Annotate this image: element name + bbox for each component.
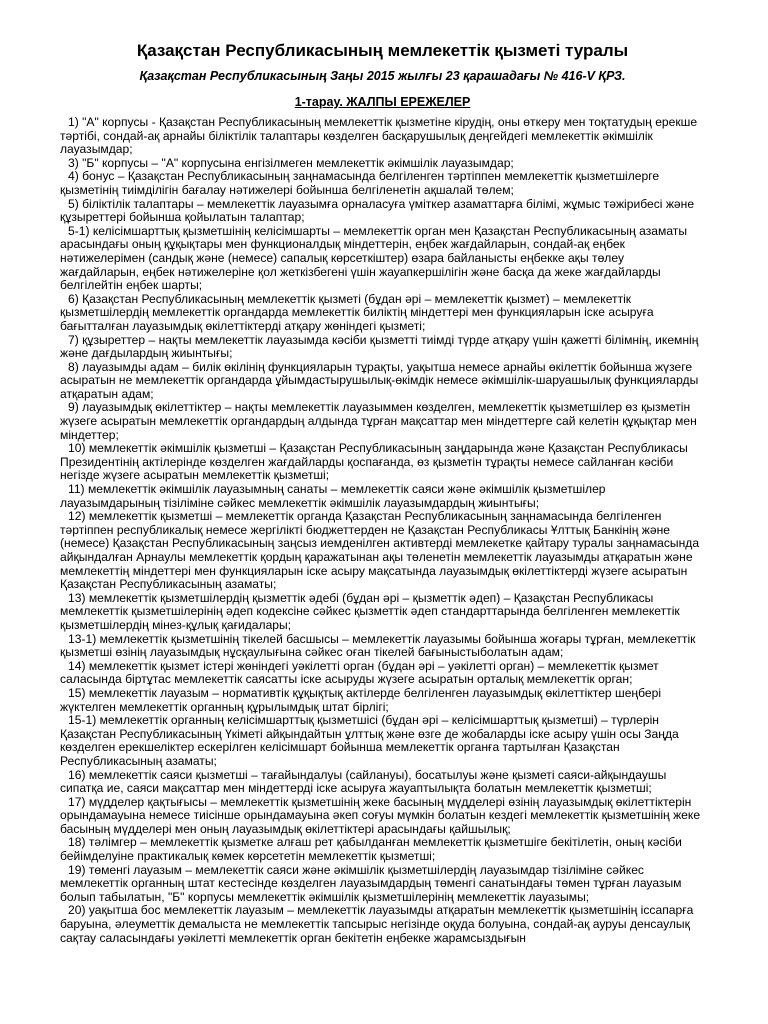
definition-item: 5) біліктілік талаптары – мемлекеттік лауазымға орналасуға үміткер азаматтарға білімі, жұмыс тәжірибесі және құзыреттері бойынша қойылатын талаптар; — [60, 196, 695, 225]
section-heading: 1-тарау. ЖАЛПЫ ЕРЕЖЕЛЕР — [294, 95, 471, 109]
definition-item: 7) құзыреттер – нақты мемлекеттік лауазымда кәсіби қызметті тиімді түрде атқару үшін қажетті білімнің, икемнің және дағдылардың жиынтығы; — [60, 332, 699, 361]
definition-item: 11) мемлекеттік әкімшілік лауазымның санаты – мемлекеттік саяси және әкімшілік қызметшілер лауазымдарының тізіліміне сәйкес мемлекеттік әкімшілік лауазымдардың жиынтығы; — [60, 482, 606, 510]
definition-item: 18) тәлімгер – мемлекеттік қызметке алғаш рет қабылданған мемлекеттік қызметшіге бекітілетін, оның кәсіби бейімделуіне практикалық көмек көрсететін мемлекеттік қызметші; — [60, 835, 682, 864]
definition-item: 3) "Б" корпусы – "А" корпусына енгізілмеген мемлекеттік әкімшілік лауазымдар; — [68, 155, 514, 170]
definition-item: 6) Қазақстан Республикасының мемлекеттік қызметі (бұдан әрі – мемлекеттік қызмет) – мемлекеттік қызметшілердің мемлекеттік органдарда мемлекеттік биліктің міндеттері мен функцияларын іске асыруға бағытталған лауазымдық өкілеттіктерді атқару жөніндегі қызметі; — [60, 291, 654, 333]
document-subtitle: Қазақстан Республикасының Заңы 2015 жылғы 23 қарашадағы № 416-V ҚРЗ. — [139, 69, 626, 83]
definition-item: 15-1) мемлекеттік органның келісімшарттық қызметшісі (бұдан әрі – келісімшарттық қызметші) – түрлерін Қазақстан Республикасының Үкіметі айқындайтын ұлттық және өзге де жобаларды іске асыру үшін осы Заңда көзделген ерекшеліктер ескерілген келісімшарт бойынша мемлекеттік органға тартылған Қазақстан Республикасының азаматы; — [60, 713, 679, 768]
document-title: Қазақстан Республикасының мемлекеттік қызметі туралы — [136, 41, 629, 60]
definition-item: 13) мемлекеттік қызметшілердің қызметтік әдебі (бұдан әрі – қызметтік әдеп) – Қазақстан Республикасы мемлекеттік қызметшілерінің әдеп кодексіне сәйкес қызметтік әдеп стандарттарында белгіленген мемлекеттік қызметшілердің мінез-құлық қағидалары; — [60, 590, 680, 632]
definition-item: 17) мүдделер қақтығысы – мемлекеттік қызметшінің жеке басының мүдделері өзінің лауазымдық өкілеттіктерін орындамауына немесе тиісінше орындамауына әкеп соғуы мүмкін болатын кездегі мемлекеттік қызметшінің жеке басының мүдделері мен оның лауазымдық өкілеттіктері арасындағы қайшылық; — [60, 794, 701, 836]
definition-item: 19) төменгі лауазым – мемлекеттік саяси және әкімшілік қызметшілердің лауазымдар тізіліміне сәйкес мемлекеттік органның штат кестесінде көзделген лауазымдардың төменгі санатындағы төмен тұрған лауазым болып табылатын, "Б" корпусы мемлекеттік әкімшілік қызметшілерінің мемлекеттік лауазымы; — [60, 862, 682, 904]
definition-item: 16) мемлекеттік саяси қызметші – тағайындалуы (сайлануы), босатылуы және қызметі саяси-айқындаушы сипатқа ие, саяси мақсаттар мен міндеттерді іске асыруға жауаптылықта болатын мемлекеттік қызметші; — [60, 767, 667, 796]
definition-item: 9) лауазымдық өкілеттіктер – нақты мемлекеттік лауазыммен көзделген, мемлекеттік қызметшілер өз қызметін жүзеге асыратын мемлекеттік органдардың алдында тұрған мақсаттар мен міндеттерге сай келетін құқықтар мен міндеттер; — [60, 400, 697, 442]
definitions-list — [60, 116, 705, 945]
definition-item: 8) лауазымды адам – билік өкілінің функцияларын тұрақты, уақытша немесе арнайы өкілеттік бойынша жүзеге асыратын не мемлекеттік органдарда ұйымдастырушылық-өкімдік немесе әкімшілік-шаруашылық функцияларды атқаратын адам; — [60, 359, 699, 401]
definition-item: 20) уақытша бос мемлекеттік лауазым – мемлекеттік лауазымды атқаратын мемлекеттік қызметшінің іссапарға баруына, әлеуметтік демалыста не мемлекеттік тапсырыс негізінде оқуда болуына, сондай-ақ ауруы денсаулық сақтау саласындағы уәкілетті мемлекеттік орган бекітетін еңбекке жарамсыздығын — [60, 903, 694, 945]
definition-item: 1) "А" корпусы - Қазақстан Республикасының мемлекеттік қызметіне кірудің, оны өткеру мен тоқтатудың ерекше тәртібі, сондай-ақ арнайы біліктілік талаптары көзделген басқарушылық деңгейдегі мемлекеттік әкімшілік лауазымдар; — [60, 115, 698, 157]
definition-item: 15) мемлекеттік лауазым – нормативтік құқықтық актілерде белгіленген лауазымдық өкілеттіктер шеңбері жүктелген мемлекеттік органның құрылымдық штат бірлігі; — [60, 685, 662, 714]
definition-item: 4) бонус – Қазақстан Республикасының заңнамасында белгіленген тәртіппен мемлекеттік қызметшілерге қызметінің тиімділігін бағалау нәтижелері бойынша белгіленетін ақшалай төлем; — [60, 169, 660, 197]
definition-item: 12) мемлекеттік қызметші – мемлекеттік органда Қазақстан Республикасының заңнамасында белгіленген тәртіппен республикалық немесе жергілікті бюджеттерден не Қазақстан Республикасы Ұлттық Банкінің және (немесе) Қазақстан Республикасының заңсыз иемденілген активтерді мемлекетке қайтару туралы заңнамасында айқындалған Арнаулы мемлекеттік қордың қаражатынан ақы төленетін мемлекеттік лауазымды атқаратын және мемлекеттің міндеттері мен функцияларын іске асыру мақсатында лауазымдық өкілеттіктерді жүзеге асыратын Қазақстан Республикасының азаматы; — [60, 509, 700, 592]
definition-item: 13-1) мемлекеттік қызметшінің тікелей басшысы – мемлекеттік лауазымы бойынша жоғары тұрған, мемлекеттік қызметші өзінің лауазымдық нұсқаулығына сәйкес оған тікелей бағыныстыболатын адам; — [60, 631, 696, 660]
definition-item: 5-1) келісімшарттық қызметшінің келісімшарты – мемлекеттік орган мен Қазақстан Республикасының азаматы арасындағы оның құқықтары мен функционалдық міндеттерін, еңбек жағдайларын, сондай-ақ еңбек нәтижелерімен (сандық және (немесе) сапалық көрсеткіштер) өзара байланысты еңбекке ақы төлеу жағдайларын, еңбек нәтижелеріне қол жеткізбегені үшін жауапкершілігін және басқа да жеке жағдайларды белгілейтін еңбек шарты; — [60, 223, 688, 293]
definition-item: 10) мемлекеттік әкімшілік қызметші – Қазақстан Республикасының заңдарында және Қазақстан Республикасы Президентінің актілерінде көзделген жағдайларды қоспағанда, өз қызметін тұрақты немесе сайланған кәсіби негізде жүзеге асыратын мемлекеттік қызметші; — [60, 441, 688, 483]
definition-item: 14) мемлекеттік қызмет істері жөніндегі уәкілетті орган (бұдан әрі – уәкілетті орган) – мемлекеттік қызмет саласында біртұтас мемлекеттік саясатты іске асыруды жүзеге асыратын орталық мемлекеттік орган; — [60, 658, 659, 687]
